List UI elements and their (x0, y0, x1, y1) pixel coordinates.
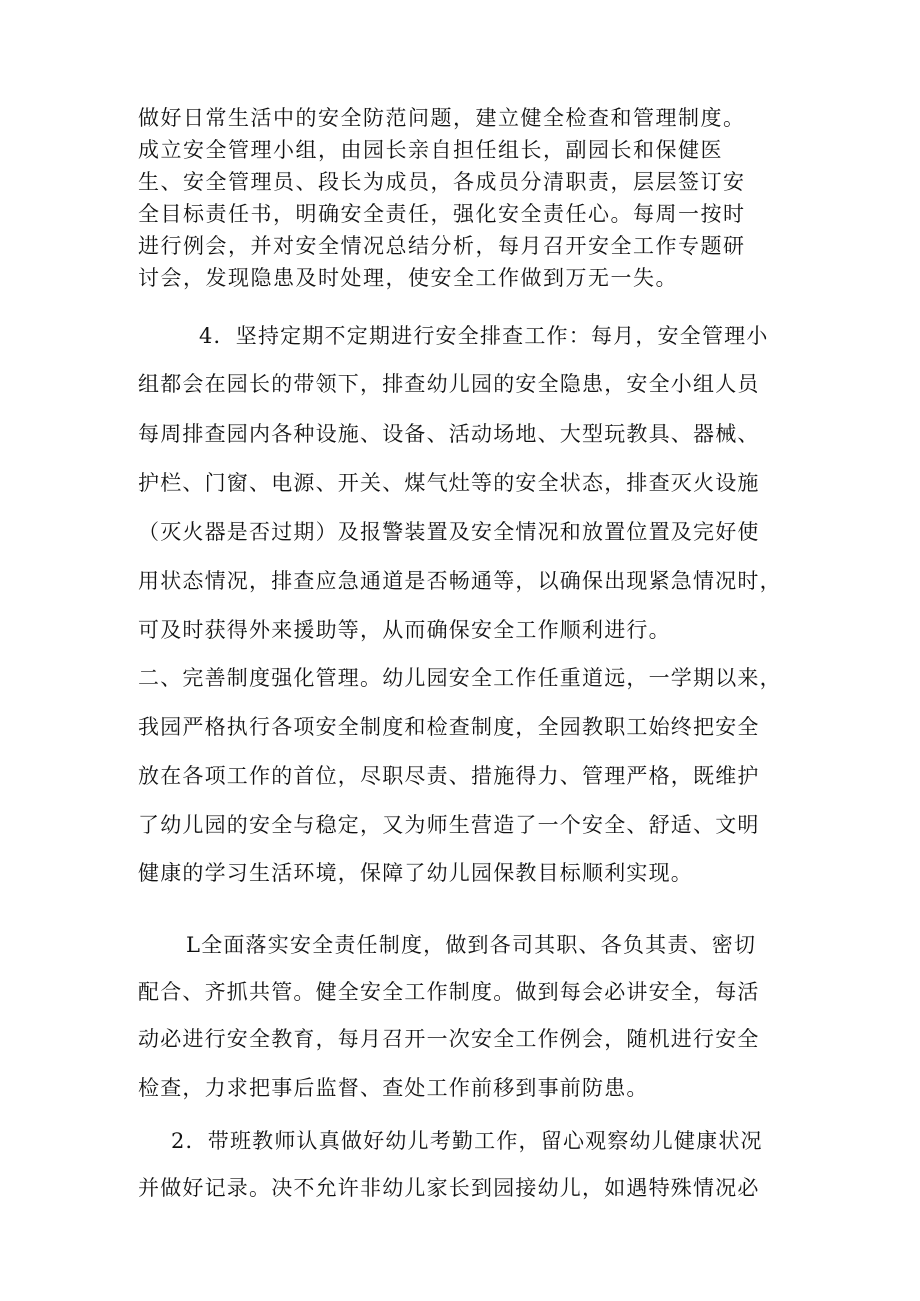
text-line: 并做好记录。决不允许非幼儿家长到园接幼儿，如遇特殊情况必 (138, 1176, 760, 1200)
text-line: 讨会，发现隐患及时处理，使安全工作做到万无一失。 (138, 266, 678, 290)
text-line: 生、安全管理员、段长为成员，各成员分清职责，层层签订安 (138, 170, 746, 194)
text-line: 我园严格执行各项安全制度和检查制度，全园教职工始终把安全 (138, 715, 760, 739)
text-line: 检查，力求把事后监督、查处工作前移到事前防患。 (138, 1076, 649, 1100)
text-line: 了幼儿园的安全与稳定，又为师生营造了一个安全、舒适、文明 (138, 813, 760, 837)
text-line: L全面落实安全责任制度，做到各司其职、各负其责、密切 (186, 933, 757, 957)
text-line: 二、完善制度强化管理。幼儿园安全工作任重道远，一学期以来， (138, 666, 782, 690)
text-line: 4．坚持定期不定期进行安全排查工作：每月，安全管理小 (199, 324, 769, 348)
text-line: 可及时获得外来援助等，从而确保安全工作顺利进行。 (138, 618, 671, 642)
text-line: 护栏、门窗、电源、开关、煤气灶等的安全状态，排查灭火设施 (138, 471, 760, 495)
text-line: （灭火器是否过期）及报警装置及安全情况和放置位置及完好使 (138, 520, 760, 544)
text-line: 用状态情况，排查应急通道是否畅通等，以确保出现紧急情况时， (138, 569, 782, 593)
text-line: 做好日常生活中的安全防范问题，建立健全检查和管理制度。 (138, 106, 746, 130)
text-line: 配合、齐抓共管。健全安全工作制度。做到每会必讲安全，每活 (138, 980, 760, 1004)
text-line: 组都会在园长的带领下，排查幼儿园的安全隐患，安全小组人员 (138, 372, 760, 396)
text-line: 进行例会，并对安全情况总结分析，每月召开安全工作专题研 (138, 234, 746, 258)
text-line: 动必进行安全教育，每月召开一次安全工作例会，随机进行安全 (138, 1027, 760, 1051)
text-line: 全目标责任书，明确安全责任，强化安全责任心。每周一按时 (138, 202, 746, 226)
text-line: 健康的学习生活环境，保障了幼儿园保教目标顺利实现。 (138, 861, 693, 885)
text-line: 每周排查园内各种设施、设备、活动场地、大型玩教具、器械、 (138, 422, 760, 446)
text-line: 2．带班教师认真做好幼儿考勤工作，留心观察幼儿健康状况 (171, 1129, 763, 1153)
text-line: 成立安全管理小组，由园长亲自担任组长，副园长和保健医 (138, 138, 723, 162)
text-line: 放在各项工作的首位，尽职尽责、措施得力、管理严格，既维护 (138, 764, 760, 788)
